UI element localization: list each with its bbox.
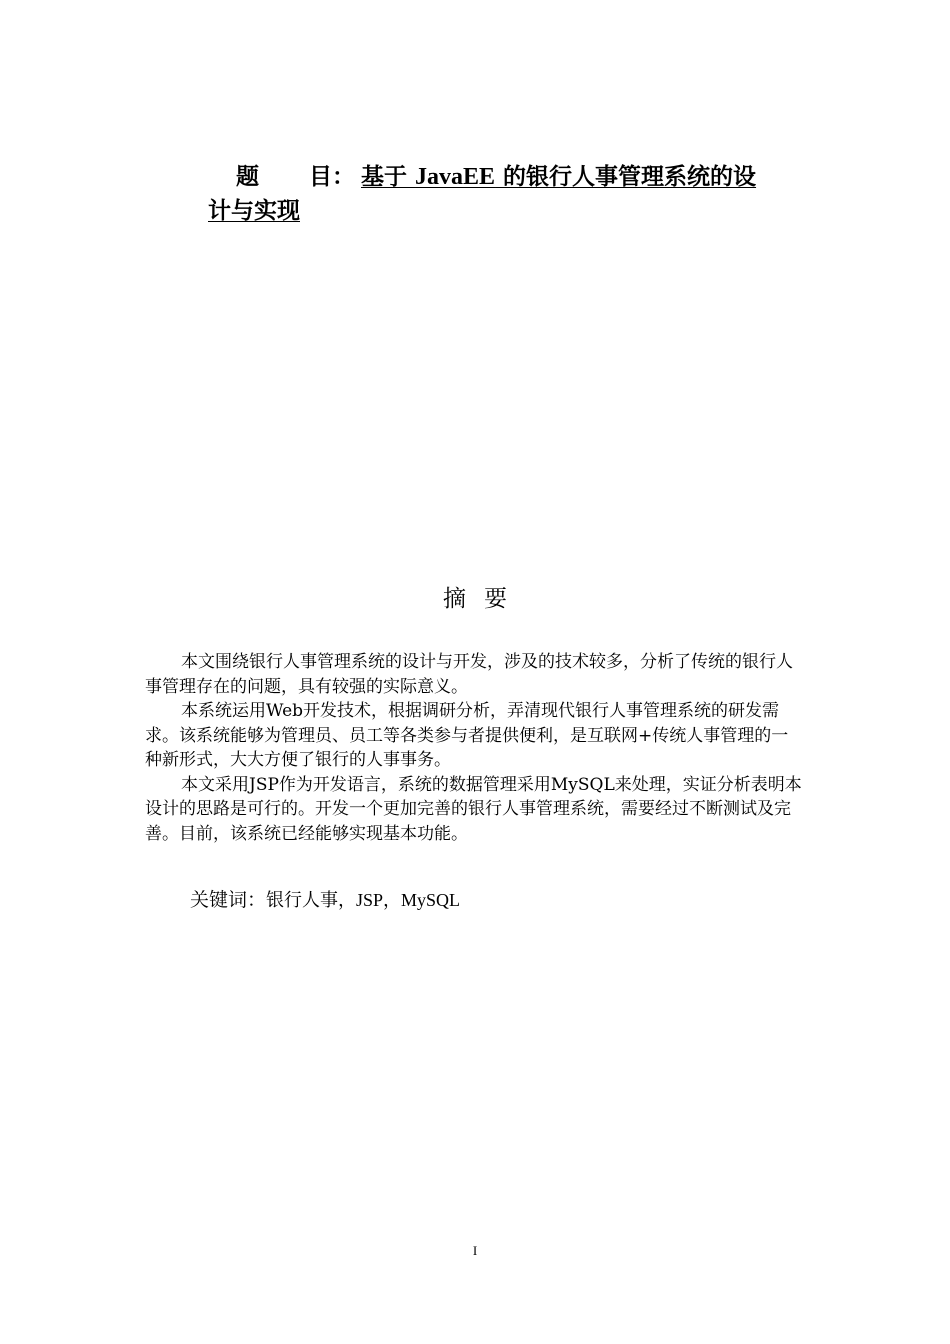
thesis-title-part-1: 基于: [361, 164, 416, 190]
title-label-colon: ：: [332, 164, 355, 190]
abstract-paragraph-3: 本文采用JSP作为开发语言，系统的数据管理采用MySQL来处理，实证分析表明本设计的思路是可行的。开发一个更加完善的银行人事管理系统，需要经过不断测试及完善。目前，该系统已经能够实现基本功能。: [145, 774, 802, 844]
abstract-paragraph-2: 本系统运用Web开发技术，根据调研分析，弄清现代银行人事管理系统的研发需求。该系统能够为管理员、员工等各类参与者提供便利，是互联网+传统人事管理的一种新形式，大大方便了银行的人事事务。: [145, 701, 789, 770]
thesis-title-part-2: 的银行人事管理系统的设计与实现: [208, 164, 757, 224]
keywords-values: 银行人事，JSP，MySQL: [266, 890, 461, 910]
abstract-body: [145, 650, 805, 846]
keywords-label: 关键词：: [190, 889, 267, 911]
title-label-char-1: 题: [236, 164, 259, 190]
abstract-heading: 摘要: [443, 586, 525, 612]
thesis-title-latin: JavaEE: [415, 164, 496, 190]
page-number: I: [472, 1243, 478, 1258]
abstract-paragraph-1: 本文围绕银行人事管理系统的设计与开发，涉及的技术较多，分析了传统的银行人事管理存在的问题，具有较强的实际意义。: [145, 652, 793, 697]
keywords-line: [190, 887, 460, 914]
thesis-title-block: [208, 160, 778, 228]
title-label-char-2: 目: [309, 164, 332, 190]
title-label: [236, 160, 355, 194]
